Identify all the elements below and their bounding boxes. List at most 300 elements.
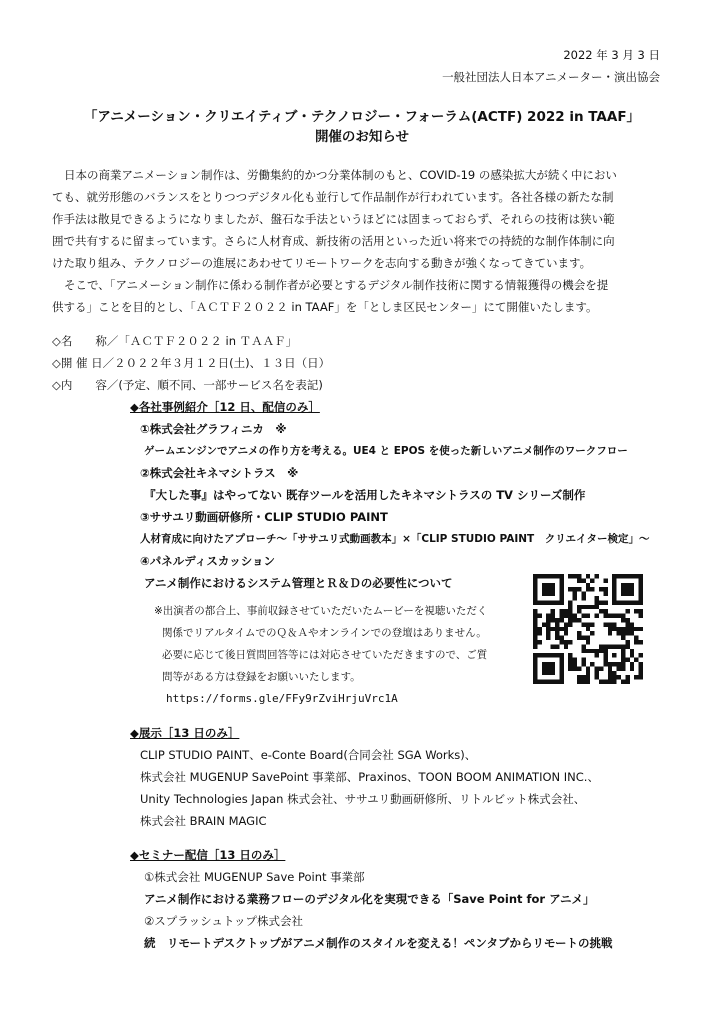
- qr-module: [630, 666, 634, 670]
- qr-module: [542, 671, 546, 675]
- qr-module: [586, 636, 590, 640]
- qr-module: [617, 574, 621, 578]
- qr-module: [568, 618, 572, 622]
- event-content: ◇内 容／(予定、順不同、一部サービス名を表記): [52, 378, 323, 392]
- qr-module: [639, 671, 643, 675]
- qr-module: [603, 609, 607, 613]
- qr-module: [621, 583, 625, 587]
- qr-module: [617, 675, 621, 679]
- qr-module: [559, 680, 563, 684]
- qr-module: [617, 614, 621, 618]
- qr-module: [555, 618, 559, 622]
- qr-module: [621, 618, 625, 622]
- qr-module: [581, 636, 585, 640]
- qr-module: [577, 631, 581, 635]
- qr-module: [621, 649, 625, 653]
- qr-module: [533, 622, 537, 626]
- qr-module: [573, 592, 577, 596]
- qr-module: [581, 605, 585, 609]
- qr-module: [595, 614, 599, 618]
- intro-line: 供する」ことを目的とし、「ＡＣＴＦ２０２２ in TAAF」を「としま区民センター」にて開催いたします。: [52, 300, 598, 314]
- qr-module: [590, 631, 594, 635]
- qr-module: [546, 592, 550, 596]
- qr-module: [639, 614, 643, 618]
- qr-module: [612, 671, 616, 675]
- qr-module: [542, 622, 546, 626]
- qr-module: [581, 578, 585, 582]
- qr-module: [595, 653, 599, 657]
- qr-module: [621, 587, 625, 591]
- qr-module: [625, 583, 629, 587]
- notice-line: 必要に応じて後日質問回答等には対応させていただきますので、ご質: [162, 649, 488, 661]
- qr-module: [533, 583, 537, 587]
- event-name: ◇名 称／「ＡＣＴＦ２０２２ in ＴＡＡＦ」: [52, 334, 298, 348]
- qr-module: [586, 666, 590, 670]
- qr-module: [559, 592, 563, 596]
- qr-module: [559, 614, 563, 618]
- qr-module: [542, 666, 546, 670]
- qr-module: [595, 666, 599, 670]
- qr-module: [568, 614, 572, 618]
- qr-module: [590, 587, 594, 591]
- qr-module: [577, 609, 581, 613]
- qr-module: [568, 666, 572, 670]
- qr-module: [639, 675, 643, 679]
- qr-module: [542, 662, 546, 666]
- qr-module: [617, 644, 621, 648]
- qr-module: [630, 649, 634, 653]
- qr-module: [559, 653, 563, 657]
- case-company: ①株式会社グラフィニカ ※: [140, 422, 287, 436]
- qr-module: [542, 653, 546, 657]
- qr-module: [586, 649, 590, 653]
- qr-module: [630, 574, 634, 578]
- qr-module: [568, 587, 572, 591]
- qr-module: [533, 587, 537, 591]
- qr-module: [564, 631, 568, 635]
- qr-module: [559, 658, 563, 662]
- qr-module: [639, 583, 643, 587]
- qr-module: [595, 596, 599, 600]
- qr-module: [595, 649, 599, 653]
- qr-module: [533, 680, 537, 684]
- qr-module: [630, 592, 634, 596]
- qr-module: [537, 640, 541, 644]
- qr-module: [577, 666, 581, 670]
- qr-module: [559, 636, 563, 640]
- intro-line: そこで、「アニメーション制作に係わる制作者が必要とするデジタル制作技術に関する情報獲得の機会を提: [64, 278, 609, 292]
- qr-module: [630, 583, 634, 587]
- qr-module: [546, 680, 550, 684]
- seminar-topic: 続 リモートデスクトップがアニメ制作のスタイルを変える！ペンタブからリモートの挑戦: [144, 936, 613, 950]
- qr-module: [612, 662, 616, 666]
- qr-module: [634, 574, 638, 578]
- qr-module: [533, 644, 537, 648]
- qr-module: [630, 631, 634, 635]
- qr-module: [625, 622, 629, 626]
- exhibitor-line: 株式会社 MUGENUP SavePoint 事業部、Praxinos、TOON BOOM ANIMATION INC.、: [140, 770, 599, 784]
- qr-module: [533, 653, 537, 657]
- qr-module: [577, 605, 581, 609]
- case-topic: 『大した事』はやってない 既存ツールを活用したキネマシトラスの TV シリーズ制作: [144, 488, 586, 502]
- qr-module: [559, 627, 563, 631]
- qr-module: [546, 671, 550, 675]
- qr-module: [559, 618, 563, 622]
- qr-module: [559, 666, 563, 670]
- qr-module: [533, 627, 537, 631]
- qr-module: [621, 600, 625, 604]
- qr-module: [533, 636, 537, 640]
- exhibit-heading: ◆展示［13 日のみ］: [130, 726, 240, 740]
- qr-module: [537, 627, 541, 631]
- qr-module: [537, 631, 541, 635]
- qr-module: [617, 662, 621, 666]
- qr-module: [586, 680, 590, 684]
- qr-module: [568, 605, 572, 609]
- qr-module: [608, 662, 612, 666]
- intro-line: 作手法は散見できるようになりましたが、盤石な手法というほどには固まっておらず、それらの技術は狭い範: [52, 212, 615, 226]
- qr-module: [625, 640, 629, 644]
- qr-module: [559, 583, 563, 587]
- qr-module: [617, 666, 621, 670]
- qr-module: [621, 658, 625, 662]
- qr-module: [577, 636, 581, 640]
- qr-module: [639, 600, 643, 604]
- qr-module: [533, 600, 537, 604]
- qr-module: [590, 605, 594, 609]
- qr-module: [612, 583, 616, 587]
- qr-module: [551, 587, 555, 591]
- qr-module: [599, 600, 603, 604]
- qr-module: [564, 622, 568, 626]
- qr-module: [564, 614, 568, 618]
- qr-module: [546, 653, 550, 657]
- intro-line: 囲で共有するに留まっています。さらに人材育成、新技術の活用といった近い将来での持続的な制作体制に向: [52, 234, 615, 248]
- qr-module: [625, 627, 629, 631]
- qr-module: [573, 666, 577, 670]
- qr-module: [537, 653, 541, 657]
- qr-module: [599, 680, 603, 684]
- qr-module: [564, 644, 568, 648]
- qr-module: [599, 649, 603, 653]
- qr-module: [625, 644, 629, 648]
- document-title: 「アニメーション・クリエイティブ・テクノロジー・フォーラム(ACTF) 2022 in TAAF」: [83, 109, 641, 125]
- qr-module: [568, 662, 572, 666]
- qr-module: [546, 614, 550, 618]
- qr-module: [586, 675, 590, 679]
- qr-module: [625, 618, 629, 622]
- qr-module: [573, 574, 577, 578]
- qr-module: [577, 587, 581, 591]
- qr-module: [533, 578, 537, 582]
- qr-module: [546, 583, 550, 587]
- notice-line: ※出演者の都合上、事前収録させていただいたムービーを視聴いただく: [154, 605, 488, 617]
- qr-module: [533, 666, 537, 670]
- qr-module: [634, 627, 638, 631]
- qr-module: [559, 609, 563, 613]
- intro-line: 日本の商業アニメーション制作は、労働集約的かつ分業体制のもと、COVID-19 の感染拡大が続く中におい: [64, 168, 617, 182]
- qr-module: [595, 574, 599, 578]
- qr-module: [568, 622, 572, 626]
- qr-module: [639, 666, 643, 670]
- qr-module: [546, 600, 550, 604]
- qr-module: [599, 644, 603, 648]
- qr-module: [537, 600, 541, 604]
- qr-module: [630, 653, 634, 657]
- qr-module: [603, 622, 607, 626]
- qr-module: [581, 596, 585, 600]
- qr-module: [590, 578, 594, 582]
- qr-module: [603, 653, 607, 657]
- qr-module: [559, 640, 563, 644]
- qr-module: [634, 640, 638, 644]
- qr-code: [533, 574, 643, 684]
- qr-module: [546, 627, 550, 631]
- qr-module: [533, 574, 537, 578]
- qr-module: [625, 658, 629, 662]
- qr-module: [546, 618, 550, 622]
- qr-module: [581, 614, 585, 618]
- qr-module: [639, 653, 643, 657]
- qr-module: [559, 596, 563, 600]
- notice-line: 関係でリアルタイムでのＱ＆Ａやオンラインでの登壇はありません。: [162, 627, 487, 639]
- qr-module: [630, 622, 634, 626]
- qr-module: [537, 574, 541, 578]
- qr-module: [590, 622, 594, 626]
- case-company: ②株式会社キネマシトラス ※: [140, 466, 299, 480]
- qr-module: [634, 609, 638, 613]
- qr-module: [586, 614, 590, 618]
- qr-module: [586, 574, 590, 578]
- qr-module: [625, 609, 629, 613]
- qr-module: [625, 574, 629, 578]
- qr-module: [551, 574, 555, 578]
- seminar-topic: アニメ制作における業務フローのデジタル化を実現できる「Save Point for アニメ」: [144, 892, 595, 906]
- qr-module: [603, 614, 607, 618]
- qr-module: [551, 671, 555, 675]
- qr-module: [625, 592, 629, 596]
- qr-module: [617, 627, 621, 631]
- qr-module: [630, 627, 634, 631]
- qr-module: [621, 631, 625, 635]
- qr-module: [634, 636, 638, 640]
- qr-module: [603, 587, 607, 591]
- exhibitor-line: Unity Technologies Japan 株式会社、ササユリ動画研修所、リトルビット株式会社、: [140, 792, 586, 806]
- qr-module: [537, 614, 541, 618]
- qr-module: [617, 631, 621, 635]
- document-subtitle: 開催のお知らせ: [314, 129, 410, 145]
- seminar-company: ①株式会社 MUGENUP Save Point 事業部: [144, 870, 365, 884]
- qr-module: [608, 614, 612, 618]
- seminar-heading: ◆セミナー配信［13 日のみ］: [130, 848, 286, 862]
- qr-module: [586, 583, 590, 587]
- qr-module: [551, 680, 555, 684]
- qr-module: [546, 662, 550, 666]
- qr-module: [537, 680, 541, 684]
- qr-module: [612, 596, 616, 600]
- qr-module: [555, 636, 559, 640]
- qr-module: [555, 574, 559, 578]
- qr-module: [639, 627, 643, 631]
- qr-module: [573, 614, 577, 618]
- qr-module: [581, 622, 585, 626]
- qr-module: [546, 666, 550, 670]
- qr-module: [559, 574, 563, 578]
- qr-module: [612, 587, 616, 591]
- qr-module: [577, 574, 581, 578]
- qr-module: [533, 671, 537, 675]
- qr-module: [621, 662, 625, 666]
- qr-module: [551, 600, 555, 604]
- qr-module: [603, 680, 607, 684]
- seminar-company: ②スプラッシュトップ株式会社: [144, 914, 304, 928]
- qr-module: [555, 631, 559, 635]
- qr-module: [630, 587, 634, 591]
- qr-module: [639, 662, 643, 666]
- exhibitor-line: 株式会社 BRAIN MAGIC: [140, 814, 267, 828]
- qr-module: [612, 614, 616, 618]
- qr-module: [551, 644, 555, 648]
- qr-module: [586, 627, 590, 631]
- qr-module: [639, 574, 643, 578]
- qr-module: [612, 592, 616, 596]
- qr-module: [608, 631, 612, 635]
- qr-module: [568, 640, 572, 644]
- qr-module: [555, 627, 559, 631]
- qr-module: [542, 574, 546, 578]
- qr-module: [551, 653, 555, 657]
- qr-module: [555, 644, 559, 648]
- qr-module: [599, 609, 603, 613]
- qr-module: [546, 636, 550, 640]
- qr-module: [568, 658, 572, 662]
- qr-module: [533, 631, 537, 635]
- qr-module: [630, 600, 634, 604]
- qr-module: [577, 675, 581, 679]
- qr-module: [546, 587, 550, 591]
- qr-module: [533, 640, 537, 644]
- qr-module: [533, 592, 537, 596]
- qr-module: [621, 636, 625, 640]
- registration-url[interactable]: https://forms.gle/FFy9rZviHrjuVrc1A: [166, 692, 398, 705]
- qr-module: [617, 600, 621, 604]
- qr-module: [621, 666, 625, 670]
- qr-module: [551, 666, 555, 670]
- qr-module: [621, 574, 625, 578]
- qr-module: [595, 675, 599, 679]
- qr-module: [586, 640, 590, 644]
- qr-module: [603, 649, 607, 653]
- qr-module: [581, 658, 585, 662]
- qr-module: [586, 622, 590, 626]
- qr-module: [564, 627, 568, 631]
- qr-module: [634, 600, 638, 604]
- qr-module: [564, 640, 568, 644]
- case-company: ③ササユリ動画研修所・CLIP STUDIO PAINT: [140, 510, 388, 524]
- qr-module: [551, 583, 555, 587]
- qr-module: [612, 622, 616, 626]
- case-topic: 人材育成に向けたアプローチ～「ササユリ式動画教本」×「CLIP STUDIO PAINT クリエイター検定」～: [140, 533, 650, 545]
- qr-module: [573, 596, 577, 600]
- qr-module: [612, 644, 616, 648]
- qr-module: [568, 653, 572, 657]
- qr-module: [533, 596, 537, 600]
- qr-module: [608, 622, 612, 626]
- qr-module: [621, 614, 625, 618]
- case-topic: ゲームエンジンでアニメの作り方を考える。UE4 と EPOS を使った新しいアニメ制作のワークフロー: [144, 445, 628, 457]
- qr-module: [639, 596, 643, 600]
- qr-module: [542, 680, 546, 684]
- qr-module: [559, 578, 563, 582]
- qr-module: [603, 578, 607, 582]
- qr-module: [621, 653, 625, 657]
- qr-module: [546, 574, 550, 578]
- qr-module: [603, 644, 607, 648]
- qr-module: [559, 675, 563, 679]
- qr-module: [581, 592, 585, 596]
- qr-module: [612, 574, 616, 578]
- qr-module: [555, 622, 559, 626]
- qr-module: [612, 653, 616, 657]
- qr-module: [542, 583, 546, 587]
- qr-module: [551, 609, 555, 613]
- qr-module: [625, 680, 629, 684]
- issuer-organization: 一般社団法人日本アニメーター・演出協会: [442, 70, 660, 84]
- qr-module: [581, 675, 585, 679]
- qr-module: [555, 680, 559, 684]
- case-company: ④パネルディスカッション: [140, 554, 275, 568]
- qr-module: [533, 675, 537, 679]
- qr-module: [568, 609, 572, 613]
- qr-module: [546, 631, 550, 635]
- qr-module: [625, 600, 629, 604]
- qr-module: [599, 666, 603, 670]
- qr-module: [559, 662, 563, 666]
- qr-module: [555, 600, 559, 604]
- qr-module: [581, 662, 585, 666]
- qr-module: [612, 578, 616, 582]
- qr-module: [551, 592, 555, 596]
- qr-module: [555, 653, 559, 657]
- qr-module: [639, 640, 643, 644]
- document-date: 2022 年 3 月 3 日: [563, 48, 660, 62]
- qr-module: [559, 671, 563, 675]
- qr-module: [603, 662, 607, 666]
- cases-heading: ◆各社事例紹介［12 日、配信のみ］: [130, 400, 320, 414]
- qr-module: [551, 627, 555, 631]
- qr-module: [630, 662, 634, 666]
- qr-module: [568, 600, 572, 604]
- qr-module: [542, 587, 546, 591]
- qr-module: [639, 587, 643, 591]
- qr-module: [590, 649, 594, 653]
- qr-module: [599, 587, 603, 591]
- qr-module: [634, 658, 638, 662]
- qr-module: [639, 609, 643, 613]
- exhibitor-line: CLIP STUDIO PAINT、e-Conte Board(合同会社 SGA Works)、: [140, 748, 477, 762]
- qr-module: [639, 592, 643, 596]
- qr-module: [608, 671, 612, 675]
- qr-module: [533, 614, 537, 618]
- qr-module: [634, 675, 638, 679]
- qr-module: [568, 574, 572, 578]
- qr-module: [533, 658, 537, 662]
- qr-module: [581, 644, 585, 648]
- qr-module: [621, 680, 625, 684]
- qr-module: [603, 600, 607, 604]
- qr-module: [533, 618, 537, 622]
- notice-line: 問等がある方は登録をお願いいたします。: [162, 671, 361, 683]
